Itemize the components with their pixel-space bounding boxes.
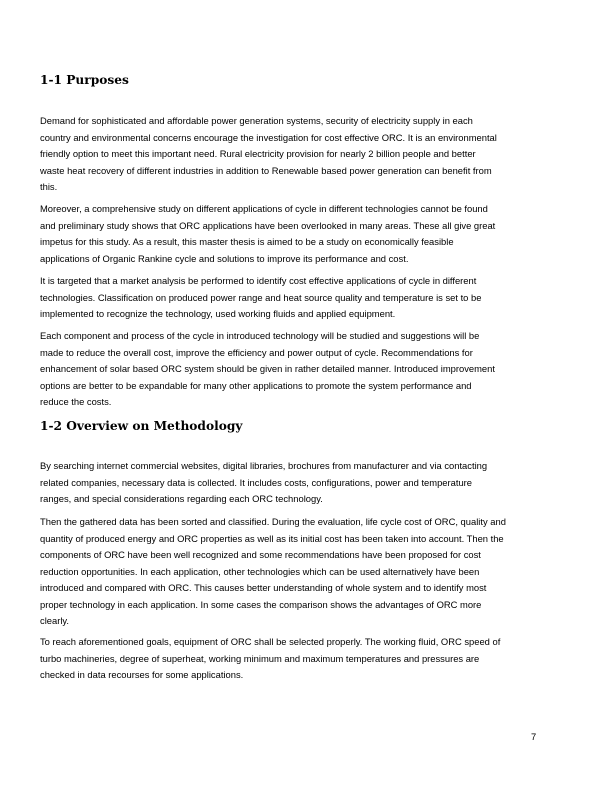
paragraph-methodology-2: [40, 514, 542, 630]
section-heading-methodology: 1-2 Overview on Methodology: [40, 419, 243, 433]
section-heading-purposes: 1-1 Purposes: [40, 73, 129, 87]
text-line: Then the gathered data has been sorted and classified. During the evaluation, life cycle cost of ORC, quality and: [40, 516, 506, 527]
page-number: 7: [531, 731, 537, 742]
text-line: components of ORC have been well recognized and some recommendations have been proposed for cost: [40, 549, 481, 560]
text-line: enhancement of solar based ORC system should be given in rather detailed manner. Introduced improvement: [40, 363, 495, 374]
paragraph-purposes-3: [40, 273, 542, 323]
text-line: friendly option to meet this important need. Rural electricity provision for nearly 2 billion people and better: [40, 148, 476, 159]
paragraph-purposes-2: [40, 201, 542, 267]
text-line: impetus for this study. As a result, this master thesis is aimed to be a study on economically feasible: [40, 236, 454, 247]
text-line: country and environmental concerns encourage the investigation for cost effective ORC. It is an environmental: [40, 131, 497, 143]
text-line: related companies, necessary data is collected. It includes costs, configurations, power and temperature: [40, 476, 473, 488]
text-line: made to reduce the overall cost, improve the efficiency and power output of cycle. Recommendations for: [40, 346, 473, 358]
text-line: waste heat recovery of different industries in addition to Renewable based power generation can benefit from: [40, 164, 492, 176]
text-line: ranges, and special considerations regarding each ORC technology.: [40, 493, 323, 504]
text-line: introduced and compared with ORC. This causes better understanding of whole system and to identify most: [40, 582, 487, 593]
text-line: It is targeted that a market analysis be performed to identify cost effective applications of cycle in different: [40, 275, 477, 286]
text-line: Demand for sophisticated and affordable power generation systems, security of electricity supply in each: [40, 115, 473, 126]
text-line: quantity of produced energy and ORC properties as well as its initial cost has been taken into account. Then the: [40, 532, 504, 544]
text-line: applications of Organic Rankine cycle and solutions to improve its performance and cost.: [40, 252, 409, 264]
text-line: reduction opportunities. In each application, other technologies which can be used alternatively have been: [40, 565, 480, 577]
text-line: proper technology in each application. In some cases the comparison shows the advantages of ORC more: [40, 598, 482, 610]
text-line: Each component and process of the cycle in introduced technology will be studied and suggestions will be: [40, 330, 480, 341]
text-line: this.: [40, 181, 58, 192]
text-line: By searching internet commercial websites, digital libraries, brochures from manufacturer and via contacting: [40, 460, 488, 471]
text-line: implemented to recognize the technology, used working fluids and applied equipment.: [40, 308, 396, 319]
paragraph-purposes-1: [40, 113, 542, 196]
text-line: reduce the costs.: [40, 396, 112, 407]
text-line: clearly.: [40, 615, 69, 626]
paragraph-methodology-3: [40, 634, 542, 684]
text-line: checked in data recourses for some applications.: [40, 669, 244, 680]
text-line: To reach aforementioned goals, equipment of ORC shall be selected properly. The working fluid, ORC speed of: [40, 636, 501, 647]
text-line: turbo machineries, degree of superheat, working minimum and maximum temperatures and pressures are: [40, 652, 480, 664]
text-line: Moreover, a comprehensive study on different applications of cycle in different technologies cannot be found: [40, 203, 488, 214]
paragraph-methodology-1: [40, 458, 542, 508]
text-line: technologies. Classification on produced power range and heat source quality and temperature is set to be: [40, 291, 482, 303]
text-line: options are better to be expandable for many other applications to promote the system performance and: [40, 379, 472, 391]
paragraph-purposes-4: [40, 328, 542, 411]
text-line: and preliminary study shows that ORC applications have been overlooked in many areas. These all give great: [40, 219, 496, 231]
